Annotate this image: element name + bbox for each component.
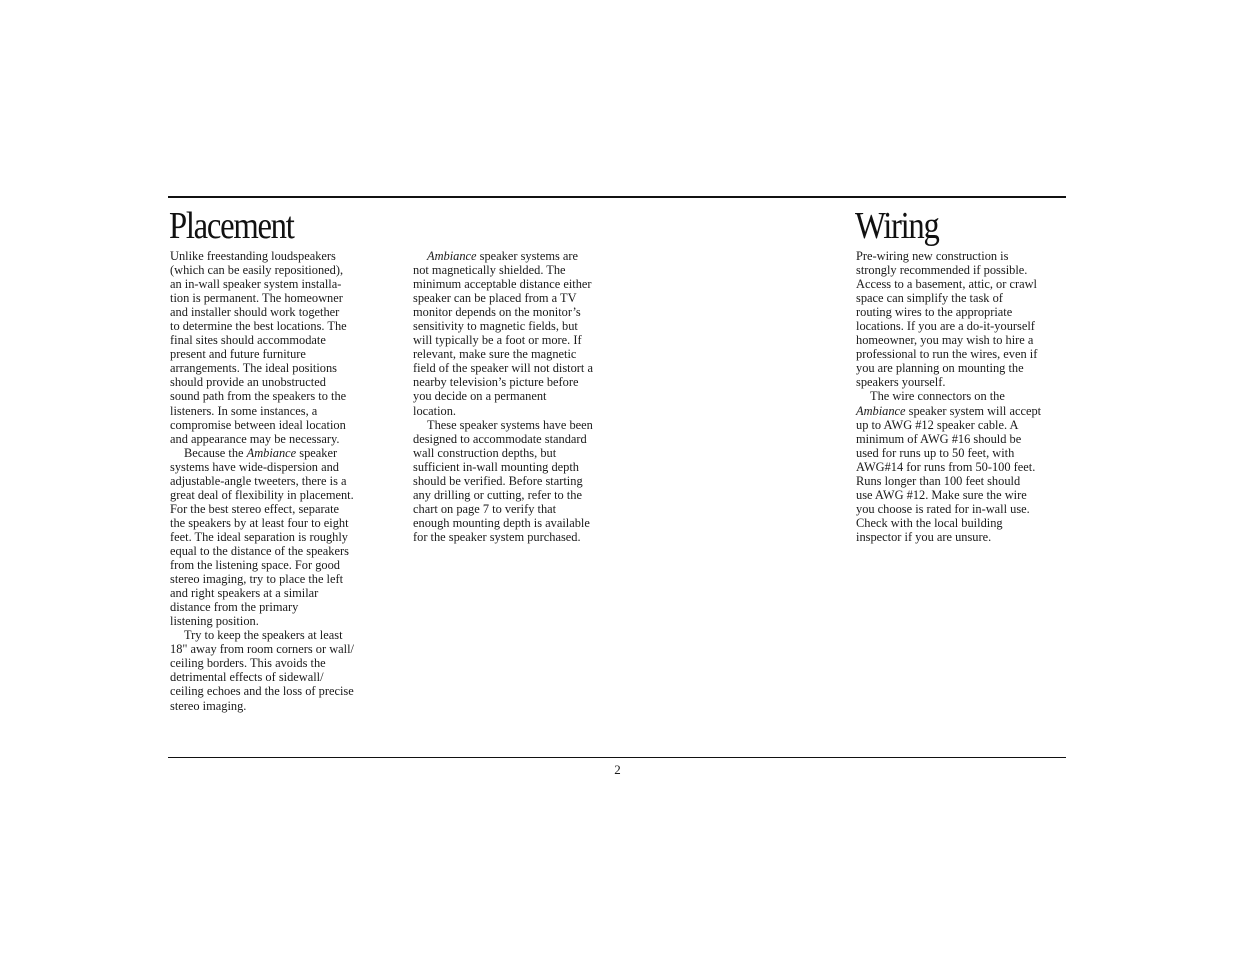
text-line: routing wires to the appropriate — [856, 305, 1013, 320]
text-line: AWG#14 for runs from 50-100 feet. — [856, 459, 1036, 474]
text-line: inspector if you are unsure. — [856, 529, 992, 544]
text-line: use AWG #12. Make sure the wire — [856, 487, 1027, 502]
text-line: and installer should work together — [170, 305, 340, 320]
text-line: monitor depends on the monitor’s — [413, 305, 581, 320]
text-line — [170, 446, 354, 460]
brand-name: Ambiance — [856, 403, 906, 418]
text-line: space can simplify the task of — [856, 291, 1003, 306]
text-line: These speaker systems have been — [427, 417, 593, 432]
text-line: wall construction depths, but — [413, 445, 557, 460]
text-line: Unlike freestanding loudspeakers — [170, 249, 336, 263]
text-line: field of the speaker will not distort a — [413, 361, 593, 376]
text-line: relevant, make sure the magnetic — [413, 347, 577, 362]
text-line: you decide on a permanent — [413, 389, 547, 404]
text-line: 18" away from room corners or wall/ — [170, 642, 354, 657]
text-line: sufficient in-wall mounting depth — [413, 459, 579, 474]
text-line: detrimental effects of sidewall/ — [170, 670, 324, 685]
text-line: For the best stereo effect, separate — [170, 501, 340, 516]
text-segment: Because the — [184, 445, 247, 460]
text-line: sound path from the speakers to the — [170, 389, 347, 404]
text-line: equal to the distance of the speakers — [170, 543, 349, 558]
text-line: present and future furniture — [170, 347, 306, 362]
text-line: will typically be a foot or more. If — [413, 333, 582, 348]
text-line: you choose is rated for in-wall use. — [856, 501, 1030, 516]
text-line: Runs longer than 100 feet should — [856, 473, 1021, 488]
text-line: listeners. In some instances, a — [170, 403, 318, 418]
text-segment: speaker systems are — [476, 249, 579, 263]
text-line: feet. The ideal separation is roughly — [170, 529, 349, 544]
text-line: used for runs up to 50 feet, with — [856, 445, 1015, 460]
text-line: Try to keep the speakers at least — [184, 628, 343, 643]
top-rule — [168, 196, 1066, 198]
text-line: enough mounting depth is available — [413, 515, 590, 530]
text-line: homeowner, you may wish to hire a — [856, 333, 1034, 348]
wiring-heading: Wiring — [855, 205, 939, 247]
text-line: and right speakers at a similar — [170, 586, 319, 601]
text-line: minimum acceptable distance either — [413, 277, 592, 292]
text-line: an in-wall speaker system installa- — [170, 277, 342, 292]
brand-name: Ambiance — [246, 445, 297, 460]
text-line: stereo imaging, try to place the left — [170, 572, 344, 587]
text-line — [856, 404, 1041, 418]
text-line: chart on page 7 to verify that — [413, 501, 557, 516]
text-line: listening position. — [170, 614, 259, 629]
text-line: any drilling or cutting, refer to the — [413, 487, 582, 502]
text-line: locations. If you are a do-it-yourself — [856, 319, 1035, 334]
text-line: Access to a basement, attic, or crawl — [856, 277, 1037, 292]
text-line: compromise between ideal location — [170, 417, 346, 432]
text-line: ceiling echoes and the loss of precise — [170, 684, 354, 699]
text-line: adjustable-angle tweeters, there is a — [170, 473, 347, 488]
text-line: and appearance may be necessary. — [170, 431, 340, 446]
text-line: ceiling borders. This avoids the — [170, 656, 326, 671]
text-line: professional to run the wires, even if — [856, 347, 1038, 362]
text-line: distance from the primary — [170, 600, 299, 615]
text-line: (which can be easily repositioned), — [170, 263, 344, 278]
text-line: the speakers by at least four to eight — [170, 515, 349, 530]
placement-column-2 — [413, 249, 593, 544]
placement-heading: Placement — [169, 205, 294, 247]
text-line: The wire connectors on the — [870, 389, 1005, 404]
brand-name: Ambiance — [427, 249, 477, 263]
text-line: systems have wide-dispersion and — [170, 459, 339, 474]
text-line: nearby television’s picture before — [413, 375, 579, 390]
placement-column-1 — [170, 249, 354, 713]
text-line: should be verified. Before starting — [413, 473, 583, 488]
text-line: not magnetically shielded. The — [413, 263, 566, 278]
text-line: location. — [413, 403, 457, 418]
text-line: great deal of flexibility in placement. — [170, 487, 354, 502]
text-line: tion is permanent. The homeowner — [170, 291, 343, 306]
text-line: arrangements. The ideal positions — [170, 361, 338, 376]
text-line: from the listening space. For good — [170, 558, 340, 573]
text-line: sensitivity to magnetic fields, but — [413, 319, 578, 334]
text-segment: speaker — [296, 445, 338, 460]
text-line: to determine the best locations. The — [170, 319, 347, 334]
page-number: 2 — [614, 762, 621, 777]
wiring-column — [856, 249, 1041, 544]
text-line: up to AWG #12 speaker cable. A — [856, 417, 1019, 432]
text-line: stereo imaging. — [170, 698, 247, 713]
text-line: for the speaker system purchased. — [413, 529, 581, 544]
text-line — [413, 249, 593, 263]
text-line: strongly recommended if possible. — [856, 263, 1028, 278]
text-line: you are planning on mounting the — [856, 361, 1024, 376]
text-line: minimum of AWG #16 should be — [856, 431, 1022, 446]
text-line: should provide an unobstructed — [170, 375, 326, 390]
text-line: final sites should accommodate — [170, 333, 326, 348]
text-line: speakers yourself. — [856, 375, 946, 390]
bottom-rule — [168, 757, 1066, 758]
text-line: Pre-wiring new construction is — [856, 249, 1009, 263]
text-line: Check with the local building — [856, 515, 1003, 530]
text-line: designed to accommodate standard — [413, 431, 587, 446]
text-segment: speaker system will accept — [905, 403, 1042, 418]
text-line: speaker can be placed from a TV — [413, 291, 577, 306]
